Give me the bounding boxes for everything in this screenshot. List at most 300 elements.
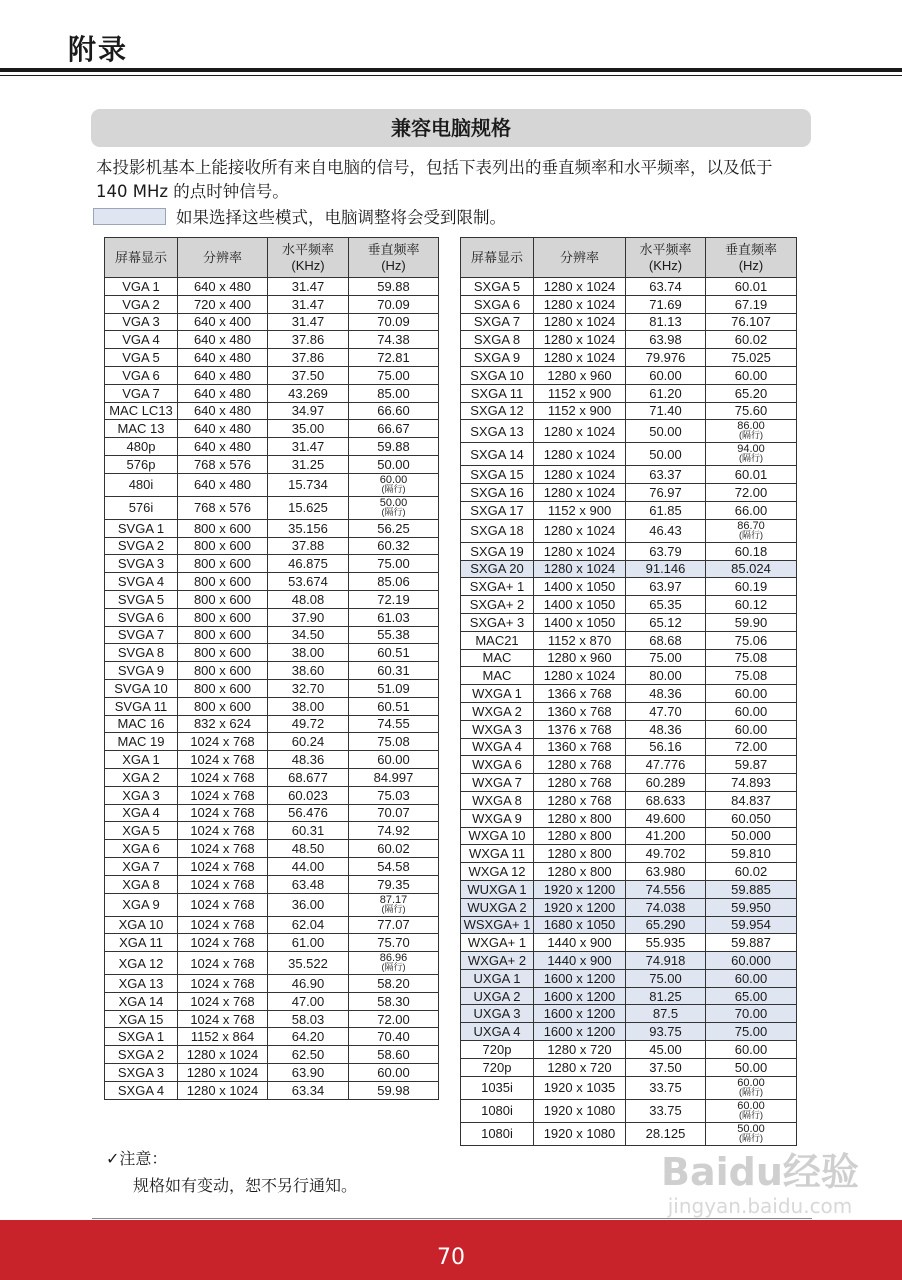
cell-v-freq (706, 1076, 797, 1099)
cell-h-freq: 61.00 (268, 934, 349, 952)
cell-v-freq: 60.00 (706, 720, 797, 738)
cell-v-freq (706, 443, 797, 466)
cell-h-freq: 63.48 (268, 875, 349, 893)
cell-display: WXGA 4 (461, 738, 534, 756)
cell-display: SXGA+ 1 (461, 578, 534, 596)
cell-resolution: 1280 x 1024 (534, 349, 626, 367)
cell-display: WXGA 1 (461, 685, 534, 703)
table-row (461, 1099, 797, 1122)
cell-resolution: 1400 x 1050 (534, 596, 626, 614)
cell-resolution: 800 x 600 (178, 555, 268, 573)
cell-v-freq: 59.98 (349, 1081, 439, 1099)
cell-resolution: 1280 x 960 (534, 649, 626, 667)
table-row (105, 438, 439, 456)
table-row (461, 880, 797, 898)
cell-v-freq: 75.00 (349, 366, 439, 384)
cell-display: SXGA 19 (461, 542, 534, 560)
v-freq-value: 86.70 (737, 519, 765, 532)
cell-v-freq: 66.67 (349, 420, 439, 438)
cell-h-freq: 38.60 (268, 662, 349, 680)
header-display: 屏幕显示 (461, 238, 534, 278)
cell-h-freq: 38.00 (268, 697, 349, 715)
table-row (105, 366, 439, 384)
table-header-row (461, 238, 797, 278)
cell-display: WXGA 6 (461, 756, 534, 774)
cell-resolution: 1024 x 768 (178, 992, 268, 1010)
cell-v-freq: 60.32 (349, 537, 439, 555)
cell-display: MAC LC13 (105, 402, 178, 420)
cell-display: XGA 5 (105, 822, 178, 840)
cell-h-freq: 45.00 (626, 1041, 706, 1059)
cell-h-freq: 80.00 (626, 667, 706, 685)
header-resolution: 分辨率 (178, 238, 268, 278)
cell-display: WUXGA 1 (461, 880, 534, 898)
cell-resolution: 1280 x 720 (534, 1058, 626, 1076)
cell-v-freq (349, 496, 439, 519)
header-v-freq-unit: (Hz) (738, 257, 764, 273)
table-row (461, 952, 797, 970)
cell-v-freq: 61.03 (349, 608, 439, 626)
cell-resolution: 1920 x 1080 (534, 1122, 626, 1145)
interlace-label: (隔行) (381, 483, 406, 494)
interlaced-value (737, 1122, 765, 1143)
table-row (461, 484, 797, 502)
cell-v-freq: 60.02 (706, 863, 797, 881)
cell-h-freq: 46.43 (626, 519, 706, 542)
interlaced-value (737, 519, 765, 540)
cell-v-freq: 59.954 (706, 916, 797, 934)
cell-display: SVGA 8 (105, 644, 178, 662)
cell-h-freq: 37.90 (268, 608, 349, 626)
table-row (461, 613, 797, 631)
cell-resolution: 1920 x 1080 (534, 1099, 626, 1122)
cell-v-freq: 54.58 (349, 857, 439, 875)
cell-resolution: 1440 x 900 (534, 934, 626, 952)
cell-display: XGA 9 (105, 893, 178, 916)
cell-display: XGA 6 (105, 840, 178, 858)
cell-v-freq (706, 519, 797, 542)
cell-display: MAC 19 (105, 733, 178, 751)
header-h-freq-label: 水平频率 (281, 241, 334, 257)
table-row (105, 295, 439, 313)
cell-v-freq: 50.000 (706, 827, 797, 845)
cell-h-freq: 37.86 (268, 331, 349, 349)
cell-v-freq (349, 952, 439, 975)
header-h-freq-unit: (KHz) (648, 257, 683, 273)
cell-resolution: 1600 x 1200 (534, 1023, 626, 1041)
cell-h-freq: 65.290 (626, 916, 706, 934)
cell-display: 720p (461, 1058, 534, 1076)
cell-display: XGA 12 (105, 952, 178, 975)
cell-display: SVGA 2 (105, 537, 178, 555)
v-freq-value: 86.96 (379, 952, 408, 965)
table-row (461, 542, 797, 560)
cell-display: SXGA 15 (461, 466, 534, 484)
cell-h-freq: 15.625 (268, 496, 349, 519)
interlace-label: (隔行) (739, 430, 763, 441)
cell-resolution: 720 x 400 (178, 295, 268, 313)
cell-h-freq: 60.31 (268, 822, 349, 840)
cell-resolution: 800 x 600 (178, 519, 268, 537)
cell-resolution: 800 x 600 (178, 573, 268, 591)
cell-resolution: 1376 x 768 (534, 720, 626, 738)
cell-display: SXGA 18 (461, 519, 534, 542)
cell-resolution: 800 x 600 (178, 590, 268, 608)
cell-v-freq: 85.06 (349, 573, 439, 591)
cell-display: SXGA 8 (461, 331, 534, 349)
header-h-freq-unit: (KHz) (291, 257, 325, 273)
cell-h-freq: 60.24 (268, 733, 349, 751)
cell-v-freq: 75.08 (706, 649, 797, 667)
cell-h-freq: 46.90 (268, 975, 349, 993)
table-row (461, 1122, 797, 1145)
cell-h-freq: 46.875 (268, 555, 349, 573)
table-row (461, 578, 797, 596)
cell-h-freq: 37.88 (268, 537, 349, 555)
cell-h-freq: 79.976 (626, 349, 706, 367)
cell-display: WXGA 10 (461, 827, 534, 845)
cell-resolution: 1024 x 768 (178, 893, 268, 916)
compat-table-left (104, 237, 439, 1100)
cell-h-freq: 49.702 (626, 845, 706, 863)
table-row (105, 278, 439, 296)
table-row (461, 1076, 797, 1099)
cell-v-freq: 59.885 (706, 880, 797, 898)
cell-resolution: 1600 x 1200 (534, 969, 626, 987)
cell-h-freq: 31.47 (268, 438, 349, 456)
cell-v-freq: 58.30 (349, 992, 439, 1010)
legend-text: 如果选择这些模式，电脑调整将会受到限制。 (176, 208, 506, 227)
cell-resolution: 1024 x 768 (178, 934, 268, 952)
table-row (461, 466, 797, 484)
table-row (461, 519, 797, 542)
cell-v-freq: 75.03 (349, 786, 439, 804)
cell-v-freq: 65.20 (706, 384, 797, 402)
interlaced-value (379, 893, 408, 914)
cell-display: MAC 13 (105, 420, 178, 438)
cell-display: WXGA 9 (461, 809, 534, 827)
cell-h-freq: 37.86 (268, 349, 349, 367)
cell-v-freq: 59.88 (349, 278, 439, 296)
cell-display: SXGA 1 (105, 1028, 178, 1046)
cell-h-freq: 28.125 (626, 1122, 706, 1145)
cell-v-freq: 60.18 (706, 542, 797, 560)
header-rule-thin (0, 75, 902, 76)
table-row (105, 768, 439, 786)
cell-h-freq: 63.34 (268, 1081, 349, 1099)
cell-h-freq: 50.00 (626, 443, 706, 466)
cell-resolution: 1280 x 1024 (534, 542, 626, 560)
cell-h-freq: 68.677 (268, 768, 349, 786)
cell-v-freq: 85.00 (349, 384, 439, 402)
cell-resolution: 1280 x 768 (534, 774, 626, 792)
header-h-freq (268, 238, 349, 278)
table-row (461, 402, 797, 420)
cell-h-freq: 34.50 (268, 626, 349, 644)
cell-display: XGA 8 (105, 875, 178, 893)
cell-h-freq: 61.20 (626, 384, 706, 402)
highlight-swatch (93, 208, 166, 225)
cell-h-freq: 63.74 (626, 278, 706, 296)
cell-display: 1035i (461, 1076, 534, 1099)
table-row (461, 631, 797, 649)
cell-h-freq: 50.00 (626, 420, 706, 443)
cell-h-freq: 63.90 (268, 1064, 349, 1082)
cell-resolution: 1280 x 1024 (534, 331, 626, 349)
table-row (461, 756, 797, 774)
table-row (105, 733, 439, 751)
table-row (461, 1023, 797, 1041)
cell-resolution: 1440 x 900 (534, 952, 626, 970)
cell-v-freq: 60.01 (706, 466, 797, 484)
cell-h-freq: 48.50 (268, 840, 349, 858)
cell-display: 576p (105, 455, 178, 473)
cell-display: WXGA 3 (461, 720, 534, 738)
highlight-legend (93, 204, 506, 227)
cell-display: WUXGA 2 (461, 898, 534, 916)
cell-display: SXGA 14 (461, 443, 534, 466)
table-row (105, 715, 439, 733)
cell-h-freq: 65.35 (626, 596, 706, 614)
cell-v-freq: 74.893 (706, 774, 797, 792)
table-row (105, 992, 439, 1010)
cell-h-freq: 49.600 (626, 809, 706, 827)
cell-h-freq: 47.70 (626, 702, 706, 720)
cell-h-freq: 34.97 (268, 402, 349, 420)
cell-resolution: 1024 x 768 (178, 804, 268, 822)
cell-display: XGA 13 (105, 975, 178, 993)
cell-h-freq: 35.522 (268, 952, 349, 975)
cell-resolution: 1920 x 1200 (534, 880, 626, 898)
cell-h-freq: 47.776 (626, 756, 706, 774)
table-row (105, 384, 439, 402)
cell-h-freq: 74.556 (626, 880, 706, 898)
footer-divider (92, 1218, 812, 1219)
cell-resolution: 1024 x 768 (178, 1010, 268, 1028)
cell-v-freq: 66.60 (349, 402, 439, 420)
table-row (105, 916, 439, 934)
cell-resolution: 1280 x 1024 (534, 313, 626, 331)
cell-display: SXGA+ 2 (461, 596, 534, 614)
table-row (461, 349, 797, 367)
cell-v-freq: 74.55 (349, 715, 439, 733)
cell-h-freq: 31.25 (268, 455, 349, 473)
cell-v-freq: 72.19 (349, 590, 439, 608)
cell-display: XGA 10 (105, 916, 178, 934)
table-row (461, 720, 797, 738)
cell-resolution: 1680 x 1050 (534, 916, 626, 934)
cell-h-freq: 60.289 (626, 774, 706, 792)
cell-h-freq: 35.156 (268, 519, 349, 537)
cell-v-freq: 72.00 (349, 1010, 439, 1028)
cell-h-freq: 75.00 (626, 969, 706, 987)
cell-v-freq: 60.51 (349, 644, 439, 662)
cell-v-freq: 84.837 (706, 791, 797, 809)
cell-display: 576i (105, 496, 178, 519)
header-resolution: 分辨率 (534, 238, 626, 278)
cell-display: WSXGA+ 1 (461, 916, 534, 934)
cell-display: VGA 7 (105, 384, 178, 402)
cell-resolution: 1280 x 1024 (178, 1064, 268, 1082)
cell-v-freq: 75.00 (349, 555, 439, 573)
note-title: ✓注意： (106, 1149, 168, 1168)
cell-v-freq: 59.950 (706, 898, 797, 916)
table-row (105, 1046, 439, 1064)
cell-display: SXGA 4 (105, 1081, 178, 1099)
cell-resolution: 1152 x 900 (534, 384, 626, 402)
table-row (105, 644, 439, 662)
table-row (461, 501, 797, 519)
cell-resolution: 1280 x 1024 (178, 1046, 268, 1064)
cell-resolution: 1360 x 768 (534, 702, 626, 720)
cell-v-freq: 77.07 (349, 916, 439, 934)
header-rule-thick (0, 68, 902, 72)
cell-v-freq: 79.35 (349, 875, 439, 893)
cell-v-freq: 75.70 (349, 934, 439, 952)
interlaced-value (737, 445, 765, 463)
cell-display: SXGA 5 (461, 278, 534, 296)
table-row (105, 822, 439, 840)
cell-display: SXGA 9 (461, 349, 534, 367)
cell-display: XGA 7 (105, 857, 178, 875)
cell-h-freq: 43.269 (268, 384, 349, 402)
cell-display: SXGA 16 (461, 484, 534, 502)
cell-display: SVGA 6 (105, 608, 178, 626)
cell-resolution: 1024 x 768 (178, 857, 268, 875)
cell-v-freq: 70.09 (349, 313, 439, 331)
cell-h-freq: 71.69 (626, 295, 706, 313)
cell-h-freq: 38.00 (268, 644, 349, 662)
cell-resolution: 640 x 480 (178, 331, 268, 349)
cell-v-freq: 84.997 (349, 768, 439, 786)
table-row (461, 774, 797, 792)
cell-h-freq: 74.918 (626, 952, 706, 970)
cell-resolution: 800 x 600 (178, 537, 268, 555)
cell-resolution: 1024 x 768 (178, 916, 268, 934)
cell-display: WXGA 11 (461, 845, 534, 863)
cell-display: WXGA 2 (461, 702, 534, 720)
cell-h-freq: 68.68 (626, 631, 706, 649)
cell-h-freq: 63.98 (626, 331, 706, 349)
cell-v-freq: 55.38 (349, 626, 439, 644)
table-row (105, 473, 439, 496)
cell-display: 720p (461, 1041, 534, 1059)
cell-resolution: 640 x 480 (178, 420, 268, 438)
cell-v-freq: 75.06 (706, 631, 797, 649)
cell-resolution: 1280 x 800 (534, 809, 626, 827)
cell-v-freq (349, 473, 439, 496)
table-row (461, 809, 797, 827)
header-v-freq (349, 238, 439, 278)
cell-display: SXGA 12 (461, 402, 534, 420)
cell-display: VGA 3 (105, 313, 178, 331)
cell-h-freq: 35.00 (268, 420, 349, 438)
cell-resolution: 1280 x 768 (534, 791, 626, 809)
table-row (461, 667, 797, 685)
cell-h-freq: 37.50 (268, 366, 349, 384)
cell-resolution: 640 x 480 (178, 384, 268, 402)
cell-resolution: 768 x 576 (178, 496, 268, 519)
cell-v-freq (706, 420, 797, 443)
cell-v-freq: 60.01 (706, 278, 797, 296)
cell-resolution: 1280 x 768 (534, 756, 626, 774)
cell-resolution: 1280 x 1024 (534, 420, 626, 443)
v-freq-value: 60.00 (737, 1076, 765, 1089)
cell-h-freq: 87.5 (626, 1005, 706, 1023)
cell-resolution: 1366 x 768 (534, 685, 626, 703)
cell-resolution: 1920 x 1200 (534, 898, 626, 916)
cell-h-freq: 37.50 (626, 1058, 706, 1076)
cell-resolution: 1280 x 720 (534, 1041, 626, 1059)
table-row (105, 349, 439, 367)
table-row (105, 496, 439, 519)
cell-h-freq: 74.038 (626, 898, 706, 916)
interlace-label: (隔行) (381, 962, 406, 973)
cell-resolution: 1280 x 800 (534, 863, 626, 881)
cell-h-freq: 15.734 (268, 473, 349, 496)
cell-v-freq: 58.20 (349, 975, 439, 993)
cell-resolution: 1400 x 1050 (534, 578, 626, 596)
cell-resolution: 768 x 576 (178, 455, 268, 473)
cell-display: SXGA 2 (105, 1046, 178, 1064)
v-freq-value: 50.00 (737, 1122, 765, 1135)
cell-resolution: 1920 x 1035 (534, 1076, 626, 1099)
cell-h-freq: 91.146 (626, 560, 706, 578)
v-freq-value: 87.17 (379, 893, 408, 906)
cell-display: 1080i (461, 1122, 534, 1145)
table-row (461, 1058, 797, 1076)
cell-resolution: 1024 x 768 (178, 751, 268, 769)
v-freq-value: 60.00 (379, 473, 408, 486)
cell-resolution: 1024 x 768 (178, 822, 268, 840)
cell-resolution: 640 x 480 (178, 473, 268, 496)
header-v-freq (706, 238, 797, 278)
cell-h-freq: 63.97 (626, 578, 706, 596)
v-freq-value: 94.00 (737, 443, 765, 456)
cell-h-freq: 75.00 (626, 649, 706, 667)
cell-display: SXGA+ 3 (461, 613, 534, 631)
cell-display: MAC21 (461, 631, 534, 649)
cell-h-freq: 62.50 (268, 1046, 349, 1064)
cell-v-freq: 50.00 (349, 455, 439, 473)
note-text: 规格如有变动，恕不另行通知。 (133, 1176, 358, 1195)
header-display: 屏幕显示 (105, 238, 178, 278)
table-row (105, 1064, 439, 1082)
interlaced-value (379, 496, 408, 517)
cell-display: SVGA 5 (105, 590, 178, 608)
table-row (461, 443, 797, 466)
cell-h-freq: 31.47 (268, 295, 349, 313)
table-row (461, 384, 797, 402)
interlaced-value (737, 422, 765, 440)
table-row (461, 827, 797, 845)
cell-v-freq: 60.000 (706, 952, 797, 970)
cell-v-freq: 75.08 (706, 667, 797, 685)
cell-h-freq: 63.980 (626, 863, 706, 881)
cell-h-freq: 76.97 (626, 484, 706, 502)
table-row (461, 969, 797, 987)
table-row (105, 626, 439, 644)
cell-display: SXGA 13 (461, 420, 534, 443)
table-row (105, 804, 439, 822)
cell-display: SXGA 11 (461, 384, 534, 402)
table-row (105, 1010, 439, 1028)
page-title-banner: 兼容电脑规格 (91, 109, 811, 147)
table-row (461, 331, 797, 349)
table-row (105, 331, 439, 349)
table-row (461, 649, 797, 667)
cell-v-freq: 59.887 (706, 934, 797, 952)
